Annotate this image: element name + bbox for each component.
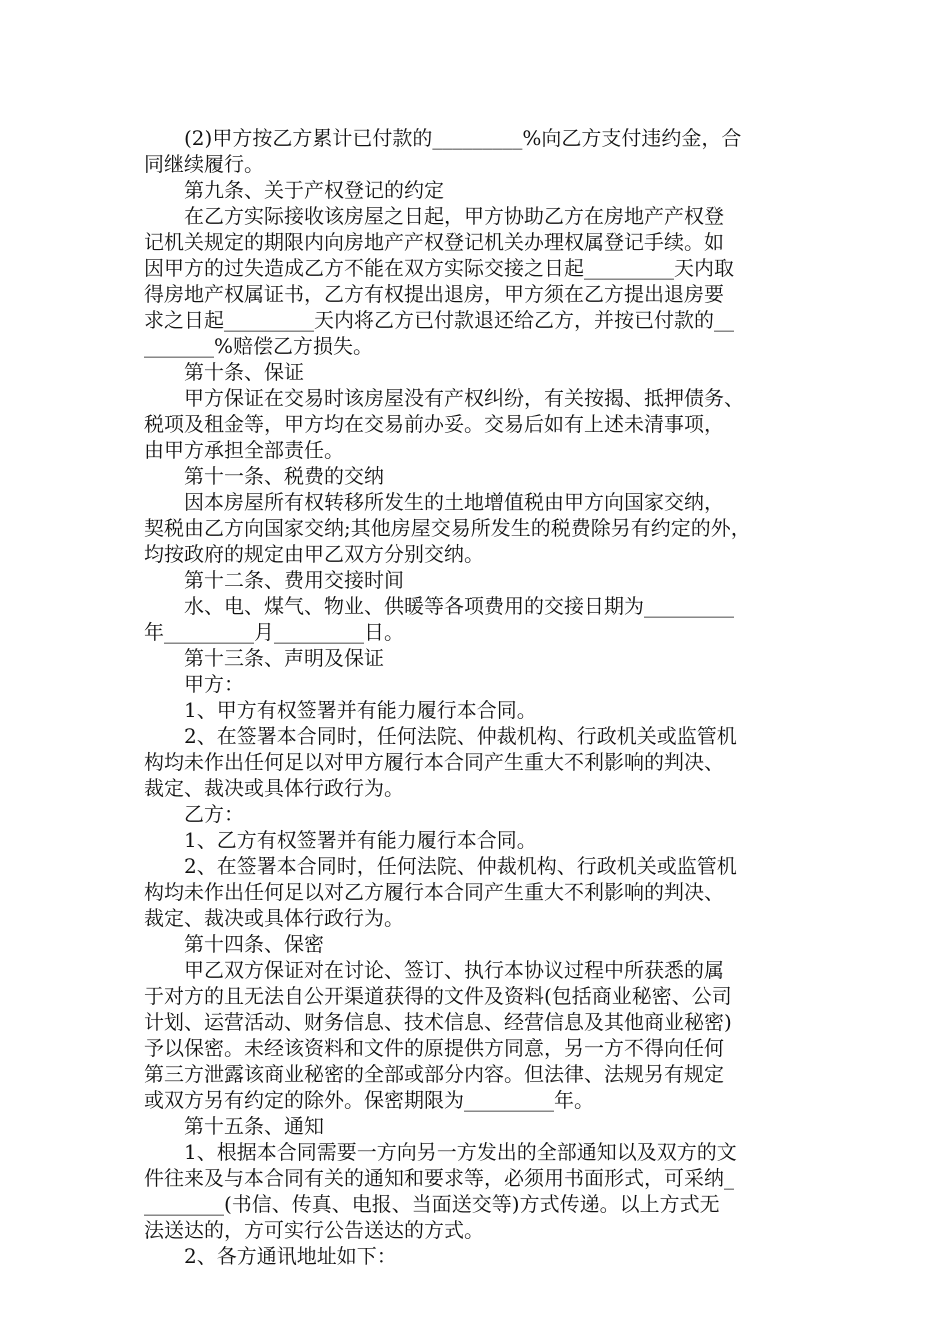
text-line: ________(书信、传真、电报、当面送交等)方式传递。以上方式无 bbox=[144, 1192, 720, 1216]
text-line: 第三方泄露该商业秘密的全部或部分内容。但法律、法规另有规定 bbox=[144, 1062, 724, 1086]
text-line: 构均未作出任何足以对乙方履行本合同产生重大不利影响的判决、 bbox=[144, 880, 724, 904]
text-line: 1、根据本合同需要一方向另一方发出的全部通知以及双方的文 bbox=[144, 1140, 737, 1164]
text-line: 甲乙双方保证对在讨论、签订、执行本协议过程中所获悉的属 bbox=[144, 958, 724, 982]
text-line: 1、甲方有权签署并有能力履行本合同。 bbox=[144, 698, 537, 722]
text-line: (2)甲方按乙方累计已付款的_________%向乙方支付违约金，合 bbox=[144, 126, 742, 150]
text-line: 甲方： bbox=[144, 672, 244, 696]
text-line: 均按政府的规定由甲乙双方分别交纳。 bbox=[144, 542, 484, 566]
text-line: 1、乙方有权签署并有能力履行本合同。 bbox=[144, 828, 537, 852]
text-line: 2、各方通讯地址如下： bbox=[144, 1244, 397, 1268]
text-line: 求之日起_________天内将乙方已付款退还给乙方，并按已付款的__ bbox=[144, 308, 734, 332]
section-heading: 第十一条、税费的交纳 bbox=[144, 464, 384, 488]
section-heading: 第十四条、保密 bbox=[144, 932, 324, 956]
text-line: 件往来及与本合同有关的通知和要求等，必须用书面形式，可采纳_ bbox=[144, 1166, 734, 1190]
text-line: 甲方保证在交易时该房屋没有产权纠纷，有关按揭、抵押债务、 bbox=[144, 386, 744, 410]
text-line: 构均未作出任何足以对甲方履行本合同产生重大不利影响的判决、 bbox=[144, 750, 724, 774]
text-line: 同继续履行。 bbox=[144, 152, 264, 176]
text-line: 因本房屋所有权转移所发生的土地增值税由甲方向国家交纳， bbox=[144, 490, 724, 514]
text-line: 在乙方实际接收该房屋之日起，甲方协助乙方在房地产产权登 bbox=[144, 204, 724, 228]
text-line: 契税由乙方向国家交纳;其他房屋交易所发生的税费除另有约定的外， bbox=[144, 516, 751, 540]
text-line: 得房地产权属证书，乙方有权提出退房，甲方须在乙方提出退房要 bbox=[144, 282, 724, 306]
text-line: 2、在签署本合同时，任何法院、仲裁机构、行政机关或监管机 bbox=[144, 724, 737, 748]
text-line: 裁定、裁决或具体行政行为。 bbox=[144, 776, 404, 800]
section-heading: 第十三条、声明及保证 bbox=[144, 646, 384, 670]
text-line: 予以保密。未经该资料和文件的原提供方同意，另一方不得向任何 bbox=[144, 1036, 724, 1060]
text-line: 裁定、裁决或具体行政行为。 bbox=[144, 906, 404, 930]
text-line: 计划、运营活动、财务信息、技术信息、经营信息及其他商业秘密) bbox=[144, 1010, 732, 1034]
section-heading: 第十五条、通知 bbox=[144, 1114, 324, 1138]
text-line: 法送达的，方可实行公告送达的方式。 bbox=[144, 1218, 484, 1242]
text-line: 2、在签署本合同时，任何法院、仲裁机构、行政机关或监管机 bbox=[144, 854, 737, 878]
section-heading: 第九条、关于产权登记的约定 bbox=[144, 178, 444, 202]
section-heading: 第十二条、费用交接时间 bbox=[144, 568, 404, 592]
text-line: 税项及租金等，甲方均在交易前办妥。交易后如有上述未清事项， bbox=[144, 412, 724, 436]
text-line: _______%赔偿乙方损失。 bbox=[144, 334, 374, 358]
text-line: 由甲方承担全部责任。 bbox=[144, 438, 344, 462]
text-line: 因甲方的过失造成乙方不能在双方实际交接之日起_________天内取 bbox=[144, 256, 734, 280]
text-line: 乙方： bbox=[144, 802, 244, 826]
text-line: 年_________月_________日。 bbox=[144, 620, 404, 644]
text-line: 记机关规定的期限内向房地产产权登记机关办理权属登记手续。如 bbox=[144, 230, 724, 254]
text-line: 于对方的且无法自公开渠道获得的文件及资料(包括商业秘密、公司 bbox=[144, 984, 732, 1008]
text-line: 水、电、煤气、物业、供暖等各项费用的交接日期为_________ bbox=[144, 594, 734, 618]
text-line: 或双方另有约定的除外。保密期限为_________年。 bbox=[144, 1088, 594, 1112]
section-heading: 第十条、保证 bbox=[144, 360, 304, 384]
